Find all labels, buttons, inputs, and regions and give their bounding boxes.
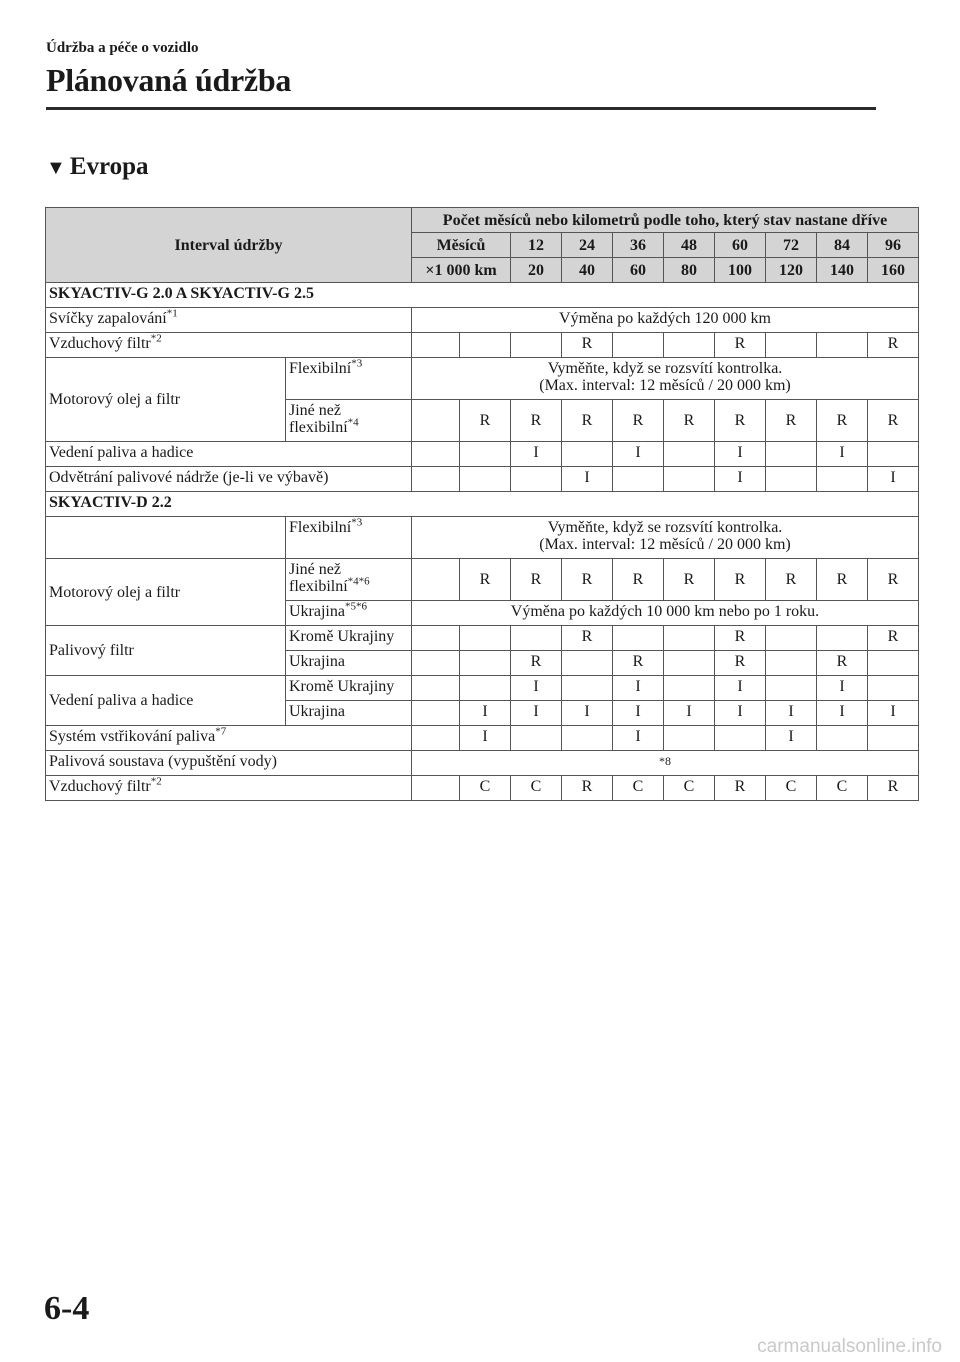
group-row [46,283,919,308]
schedule-cell: I [562,701,613,726]
group-row [46,492,919,517]
schedule-cell: R [715,776,766,801]
schedule-cell: R [613,651,664,676]
schedule-cell [817,626,868,651]
schedule-cell [664,626,715,651]
schedule-cell: I [817,701,868,726]
sub-label: Ukrajina [286,701,412,726]
row-value: Výměna po každých 120 000 km [412,308,919,333]
schedule-cell: I [766,726,817,751]
schedule-cell: R [766,559,817,601]
schedule-cell: C [460,776,511,801]
page-title: Plánovaná údržba [46,62,292,98]
sub-label: Ukrajina$^{*5*6}$ [286,601,412,626]
header-row-period [46,208,919,233]
schedule-cell: R [715,400,766,442]
row-label: Motorový olej a filtr [46,559,286,626]
row-value: Vyměňte, když se rozsvítí kontrolka. (Max. interval: 12 měsíců / 20 000 km) [412,517,919,559]
schedule-cell [460,676,511,701]
table-row [46,333,919,358]
schedule-cell: R [817,651,868,676]
row-label: Motorový olej a filtr [46,358,286,442]
schedule-cell: R [613,559,664,601]
schedule-cell [715,726,766,751]
schedule-cell: C [664,776,715,801]
schedule-cell [664,651,715,676]
schedule-cell [817,333,868,358]
km-cell: 140 [817,258,868,283]
schedule-cell: R [511,651,562,676]
sub-label: Flexibilní$^{*3}$ [286,517,412,559]
schedule-cell [664,467,715,492]
schedule-cell: I [613,701,664,726]
km-cell: 20 [511,258,562,283]
row-label: Vedení paliva a hadice [46,442,412,467]
period-header: Počet měsíců nebo kilometrů podle toho, který stav nastane dříve [412,208,919,233]
schedule-cell [562,442,613,467]
page-number: 6-4 [44,1290,90,1327]
schedule-cell: C [766,776,817,801]
table-row [46,776,919,801]
schedule-cell: R [715,333,766,358]
sub-label: Jiné než flexibilní$^{*4*6}$ [286,559,412,601]
table-row [46,358,919,400]
schedule-cell: R [511,400,562,442]
row-label: Odvětrání palivové nádrže (je-li ve výbavě) [46,467,412,492]
month-cell: 84 [817,233,868,258]
spacer-cell [412,676,460,701]
schedule-cell [868,651,919,676]
schedule-cell [511,333,562,358]
row-value: Vyměňte, když se rozsvítí kontrolka. (Max. interval: 12 měsíců / 20 000 km) [412,358,919,400]
schedule-cell: R [562,776,613,801]
months-label: Měsíců [412,233,511,258]
spacer-cell [412,400,460,442]
table-row [46,751,919,776]
schedule-cell [562,726,613,751]
title-divider [46,107,876,110]
table-row [46,626,919,651]
schedule-cell [766,651,817,676]
schedule-cell: I [817,442,868,467]
month-cell: 72 [766,233,817,258]
km-cell: 120 [766,258,817,283]
km-cell: 160 [868,258,919,283]
schedule-cell [664,333,715,358]
spacer-cell [412,442,460,467]
schedule-cell [613,626,664,651]
triangle-down-icon: ▼ [46,157,66,179]
km-cell: 80 [664,258,715,283]
schedule-cell: I [511,676,562,701]
schedule-cell [460,333,511,358]
schedule-cell [766,676,817,701]
spacer-cell [412,726,460,751]
schedule-cell [613,467,664,492]
km-label: ×1 000 km [412,258,511,283]
month-cell: 24 [562,233,613,258]
maintenance-schedule-table [45,207,919,801]
schedule-cell: I [868,701,919,726]
schedule-cell: R [613,400,664,442]
table-row [46,308,919,333]
km-cell: 100 [715,258,766,283]
row-label: Palivový filtr [46,626,286,676]
sub-label: Jiné než flexibilní$^{*4}$ [286,400,412,442]
month-cell: 48 [664,233,715,258]
schedule-cell [511,626,562,651]
schedule-cell [817,726,868,751]
schedule-cell: C [511,776,562,801]
schedule-cell: I [664,701,715,726]
table-row [46,517,919,559]
schedule-cell: R [868,400,919,442]
sub-label: Ukrajina [286,651,412,676]
section-heading [46,153,149,181]
row-label: Vedení paliva a hadice [46,676,286,726]
schedule-cell [562,676,613,701]
schedule-cell [562,651,613,676]
spacer-cell [412,333,460,358]
row-label: Palivová soustava (vypuštění vody) [46,751,412,776]
schedule-cell: I [715,701,766,726]
row-label: Vzduchový filtr$^{*2}$ [46,333,412,358]
schedule-cell [664,726,715,751]
schedule-cell [766,442,817,467]
schedule-cell: I [511,701,562,726]
schedule-cell [460,442,511,467]
schedule-cell [664,442,715,467]
schedule-cell: R [868,559,919,601]
schedule-cell: I [613,676,664,701]
schedule-cell [460,626,511,651]
schedule-cell [868,726,919,751]
schedule-cell: I [715,676,766,701]
section-title: Evropa [69,153,149,180]
schedule-cell [511,726,562,751]
table-row [46,559,919,601]
row-label: Svíčky zapalování$^{*1}$ [46,308,412,333]
spacer-cell [412,467,460,492]
row-value: Výměna po každých 10 000 km nebo po 1 roku. [412,601,919,626]
schedule-cell: R [868,333,919,358]
month-cell: 12 [511,233,562,258]
schedule-cell [817,467,868,492]
sub-label: Flexibilní$^{*3}$ [286,358,412,400]
schedule-cell [511,467,562,492]
spacer-cell [412,651,460,676]
spacer-cell [412,776,460,801]
schedule-cell [460,651,511,676]
schedule-cell: R [511,559,562,601]
breadcrumb: Údržba a péče o vozidlo [46,40,199,56]
interval-header: Interval údržby [46,208,412,283]
schedule-cell: I [613,442,664,467]
schedule-cell: I [766,701,817,726]
schedule-cell: I [715,467,766,492]
schedule-cell [664,676,715,701]
schedule-cell: R [715,651,766,676]
spacer-cell [412,559,460,601]
group-title: SKYACTIV-G 2.0 A SKYACTIV-G 2.5 [46,283,919,308]
table-row [46,676,919,701]
schedule-cell: R [460,400,511,442]
schedule-cell: R [562,400,613,442]
schedule-cell [766,626,817,651]
schedule-cell [868,442,919,467]
schedule-cell: R [664,559,715,601]
schedule-cell: I [868,467,919,492]
schedule-cell [868,676,919,701]
schedule-cell: R [868,776,919,801]
schedule-cell: C [613,776,664,801]
schedule-cell: R [817,559,868,601]
blank-label-cell [46,517,286,559]
schedule-cell [613,333,664,358]
sub-label: Kromě Ukrajiny [286,676,412,701]
table-row [46,467,919,492]
km-cell: 40 [562,258,613,283]
table-row [46,442,919,467]
table-row [46,726,919,751]
schedule-cell: I [613,726,664,751]
schedule-cell: I [460,701,511,726]
schedule-cell: I [460,726,511,751]
footnote-ref: *8 [412,751,919,776]
schedule-cell: R [562,333,613,358]
schedule-cell: R [460,559,511,601]
month-cell: 96 [868,233,919,258]
schedule-cell: R [715,626,766,651]
schedule-cell: R [868,626,919,651]
group-title: SKYACTIV-D 2.2 [46,492,919,517]
schedule-cell: R [715,559,766,601]
schedule-cell: R [817,400,868,442]
schedule-cell: R [562,559,613,601]
schedule-cell: I [511,442,562,467]
row-label: Vzduchový filtr$^{*2}$ [46,776,412,801]
schedule-cell: R [562,626,613,651]
spacer-cell [412,701,460,726]
schedule-cell: R [664,400,715,442]
row-label: Systém vstřikování paliva$^{*7}$ [46,726,412,751]
schedule-cell: I [817,676,868,701]
sub-label: Kromě Ukrajiny [286,626,412,651]
watermark: carmanualsonline.info [757,1336,942,1357]
schedule-cell: I [562,467,613,492]
km-cell: 60 [613,258,664,283]
schedule-cell: I [715,442,766,467]
spacer-cell [412,626,460,651]
month-cell: 60 [715,233,766,258]
schedule-cell: R [766,400,817,442]
schedule-cell [766,467,817,492]
month-cell: 36 [613,233,664,258]
schedule-cell [766,333,817,358]
schedule-cell: C [817,776,868,801]
schedule-cell [460,467,511,492]
